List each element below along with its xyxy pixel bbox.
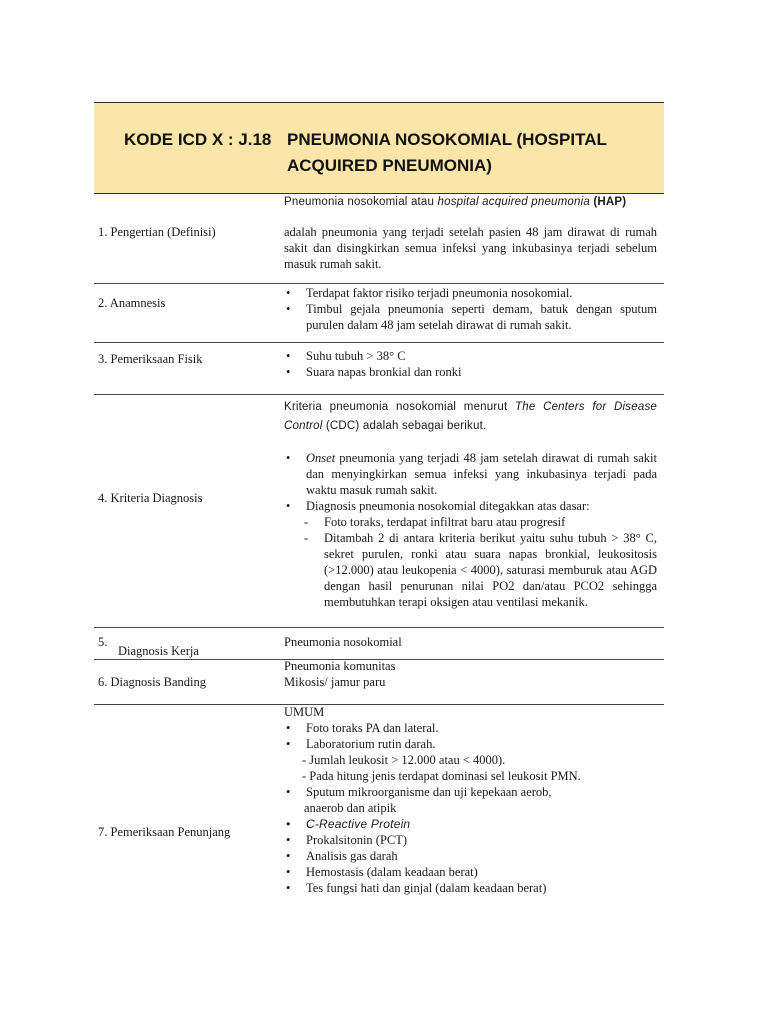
label-support: 7. Pemeriksaan Penunjang (98, 825, 231, 839)
list-item: • Suhu tubuh > 38° C (284, 348, 657, 364)
content-differential (284, 658, 657, 690)
list-item: • Terdapat faktor risiko terjadi pneumonia nosokomial. (284, 285, 657, 301)
list-item: • Diagnosis pneumonia nosokomial ditegakkan atas dasar: (284, 498, 657, 514)
content-definition (284, 194, 657, 272)
list-item: • Suara napas bronkial dan ronki (284, 364, 657, 380)
list-item-continuation: anaerob dan atipik (304, 801, 397, 815)
label-criteria: 4. Kriteria Diagnosis (98, 491, 203, 505)
content-criteria (284, 398, 657, 610)
content-working: Pneumonia nosokomial (284, 635, 402, 649)
label-working-number: 5. (98, 635, 108, 649)
support-heading: UMUM (284, 705, 325, 719)
content-support (284, 704, 657, 896)
divider (94, 394, 664, 395)
list-item: • C-Reactive Protein (284, 816, 657, 832)
definition-intro: Pneumonia nosokomial atau hospital acquired pneumonia (HAP) (284, 196, 627, 208)
sub-list-item: - Ditambah 2 di antara kriteria berikut yaitu suhu tubuh > 38° C, sekret purulen, ronki atau suara napas bronkial, leukositosis (>12.000) atau leukopenia < 4000), saturasi memburuk atau AGD dengan hasil penurunan nilai PO2 dan/atau PCO2 sehingga membutuhkan terapi oksigen atau ventilasi mekanik. (302, 530, 657, 610)
list-item: • Hemostasis (dalam keadaan berat) (284, 864, 657, 880)
header-band (94, 102, 664, 194)
label-differential: 6. Diagnosis Banding (98, 675, 206, 689)
list-item: • Onset pneumonia yang terjadi 48 jam setelah dirawat di rumah sakit dan menyingkirkan semua infeksi yang inkubasinya terjadi pada waktu masuk rumah sakit. (284, 450, 657, 498)
divider (94, 283, 664, 284)
label-definition: 1. Pengertian (Definisi) (98, 225, 216, 239)
divider (94, 342, 664, 343)
list-item: • Prokalsitonin (PCT) (284, 832, 657, 848)
differential-value: Mikosis/ jamur paru (284, 675, 386, 689)
sub-list-item: - Jumlah leukosit > 12.000 atau < 4000). (302, 753, 506, 767)
list-item: • Timbul gejala pneumonia seperti demam, batuk dengan sputum purulen dalam 48 jam setelah dirawat di rumah sakit. (284, 301, 657, 333)
list-item: • Laboratorium rutin darah. (284, 736, 657, 752)
sub-list-item: - Foto toraks, terdapat infiltrat baru atau progresif (302, 514, 657, 530)
document-title: PNEUMONIA NOSOKOMIAL (HOSPITAL ACQUIRED PNEUMONIA) (287, 130, 607, 175)
sub-list-item: - Pada hitung jenis terdapat dominasi sel leukosit PMN. (302, 769, 581, 783)
list-item: • Analisis gas darah (284, 848, 657, 864)
list-item: • Foto toraks PA dan lateral. (284, 720, 657, 736)
definition-body: adalah pneumonia yang terjadi setelah pasien 48 jam dirawat di rumah sakit dan disingkirkan semua infeksi yang inkubasinya terjadi sebelum masuk rumah sakit. (284, 225, 657, 271)
icd-code: KODE ICD X : J.18 (124, 130, 272, 149)
criteria-intro: Kriteria pneumonia nosokomial menurut The Centers for Disease Control (CDC) adalah sebagai berikut. (284, 401, 657, 432)
differential-value: Pneumonia komunitas (284, 659, 396, 673)
label-working: Diagnosis Kerja (118, 644, 199, 658)
list-item: • Tes fungsi hati dan ginjal (dalam keadaan berat) (284, 880, 657, 896)
label-anamnesis: 2. Anamnesis (98, 296, 166, 310)
label-physical: 3. Pemeriksaan Fisik (98, 352, 203, 366)
content-anamnesis (284, 285, 657, 333)
list-item: • Sputum mikroorganisme dan uji kepekaan aerob, (284, 784, 657, 800)
content-physical (284, 348, 657, 380)
document-sheet (94, 102, 664, 895)
divider (94, 627, 664, 628)
